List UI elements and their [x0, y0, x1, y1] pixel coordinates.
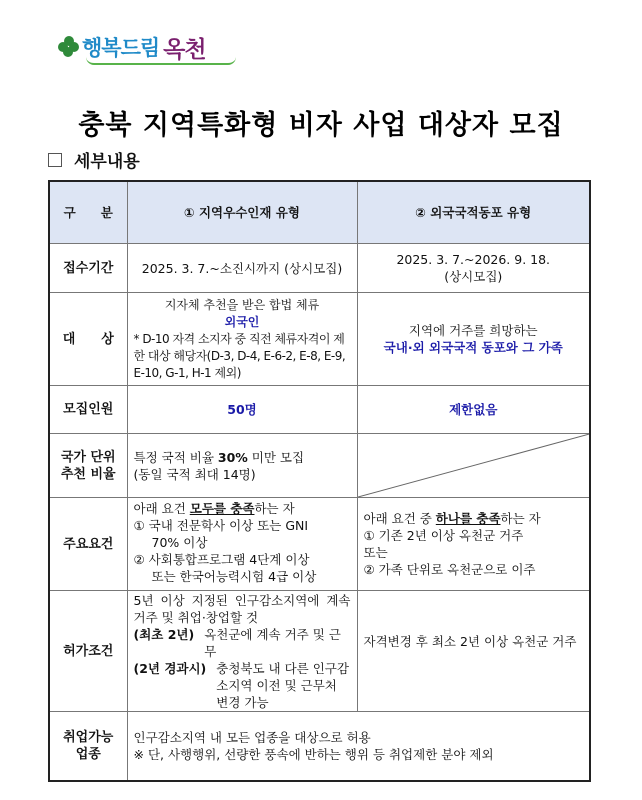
- period-type-2-note: (상시모집): [444, 269, 503, 284]
- table-row-quota: [49, 386, 590, 434]
- logo-text-region: 옥천: [163, 36, 206, 63]
- requirement-item-cont: 또는 한국어능력시험 4급 이상: [151, 569, 317, 584]
- requirement-item: ① 국내 전문학사 이상 또는 GNI: [133, 518, 309, 533]
- table-row-conditions: [49, 591, 590, 712]
- target-type-2-highlight: 국내·외 외국국적 동포와 그 가족: [383, 340, 563, 355]
- logo-text-main: 행복드림: [82, 36, 160, 60]
- text: 아래 요건 중: [363, 511, 436, 526]
- quota-type-1: 50명: [127, 386, 357, 434]
- row-label-line: 추천 비율: [60, 466, 116, 482]
- table-row-period: [49, 244, 590, 293]
- row-label-line: 업종: [75, 746, 101, 762]
- requirements-type-2-lead: [364, 510, 584, 527]
- row-label: 접수기간: [49, 244, 127, 293]
- text: 특정 국적 비율: [133, 449, 218, 465]
- conditions-sub-text: 충청북도 내 다른 인구감소지역 이전 및 근무처 변경 가능: [216, 661, 349, 710]
- text: 하는 자: [500, 511, 541, 526]
- table-row-jobs: [49, 712, 590, 781]
- ratio-type-2-not-applicable: [357, 434, 590, 498]
- conditions-type-2: 자격변경 후 최소 2년 이상 옥천군 거주: [357, 591, 590, 712]
- target-type-1-desc: 지자체 추천을 받은 합법 체류: [164, 297, 320, 312]
- table-header-row: [49, 181, 590, 244]
- requirement-item: ② 가족 단위로 옥천군으로 이주: [363, 562, 536, 577]
- row-label: 허가조건: [49, 591, 127, 712]
- requirement-item-cont: 70% 이상: [151, 535, 208, 550]
- requirement-item: 또는: [363, 545, 388, 560]
- row-label: [49, 712, 127, 781]
- period-type-2-dates: 2025. 3. 7.~2026. 9. 18.: [396, 252, 551, 267]
- square-bullet-icon: [48, 153, 62, 167]
- target-type-1: [127, 293, 357, 386]
- jobs-content: [127, 712, 590, 781]
- logo-swoosh: [86, 57, 236, 65]
- requirement-item: ② 사회통합프로그램 4단계 이상: [133, 552, 310, 567]
- conditions-type-1: [127, 591, 357, 712]
- text: 미만 모집: [247, 449, 305, 465]
- requirement-item: ① 기존 2년 이상 옥천군 거주: [363, 528, 524, 543]
- conditions-sub-initial: [134, 626, 351, 660]
- jobs-exception-note: ※ 단, 사행행위, 선량한 풍속에 반하는 행위 등 취업제한 분야 제외: [133, 746, 494, 762]
- emphasis: 모두를 충족: [189, 501, 255, 516]
- conditions-sub-text: 옥천군에 계속 거주 및 근무: [204, 627, 341, 659]
- target-type-1-highlight: 외국인: [224, 314, 260, 329]
- requirements-type-2: [357, 498, 590, 591]
- emphasis: 하나를 충족: [435, 511, 501, 526]
- row-label-line: 국가 단위: [60, 449, 116, 465]
- header-type-2: ② 외국국적동포 유형: [357, 181, 590, 244]
- requirements-type-1-lead: [134, 500, 351, 517]
- conditions-sub-label: (2년 경과시): [133, 661, 207, 676]
- conditions-sub-after: [134, 660, 351, 711]
- conditions-sub-label: (최초 2년): [133, 627, 195, 642]
- period-type-1: 2025. 3. 7.~소진시까지 (상시모집): [127, 244, 357, 293]
- period-type-2: [357, 244, 590, 293]
- ratio-type-1-main: [134, 449, 351, 466]
- row-label: 주요요건: [49, 498, 127, 591]
- row-label: 모집인원: [49, 386, 127, 434]
- conditions-type-1-main: 5년 이상 지정된 인구감소지역에 계속 거주 및 취업·창업할 것: [133, 593, 351, 625]
- clover-icon: [58, 36, 80, 58]
- ratio-value: 30%: [217, 449, 248, 465]
- header-type-1: ① 지역우수인재 유형: [127, 181, 357, 244]
- details-table: [48, 180, 591, 782]
- text: 아래 요건: [133, 501, 190, 516]
- text: 하는 자: [254, 501, 295, 516]
- target-type-2-desc: 지역에 거주를 희망하는: [408, 323, 538, 338]
- table-row-requirements: [49, 498, 590, 591]
- section-label: 세부내용: [74, 152, 140, 172]
- target-type-1-note: * D-10 자격 소지자 중 직전 체류자격이 제한 대상 해당자(D-3, D-4, E-6-2, E-8, E-9, E-10, G-1, H-1 제외): [133, 331, 346, 380]
- section-heading: [48, 147, 140, 172]
- ratio-type-1-note: (동일 국적 최대 14명): [133, 466, 256, 482]
- requirements-type-1: [127, 498, 357, 591]
- header-category: 구 분: [49, 181, 127, 244]
- table-row-target: [49, 293, 590, 386]
- table-row-ratio: [49, 434, 590, 498]
- ratio-type-1: [127, 434, 357, 498]
- row-label-line: 취업가능: [63, 729, 114, 745]
- quota-type-2: 제한없음: [357, 386, 590, 434]
- row-label: [49, 434, 127, 498]
- jobs-allowed: 인구감소지역 내 모든 업종을 대상으로 허용: [133, 729, 371, 745]
- logo: [58, 30, 206, 64]
- row-label: 대 상: [49, 293, 127, 386]
- page-title: 충북 지역특화형 비자 사업 대상자 모집: [78, 110, 564, 141]
- target-type-2: [357, 293, 590, 386]
- diagonal-line: [358, 434, 590, 497]
